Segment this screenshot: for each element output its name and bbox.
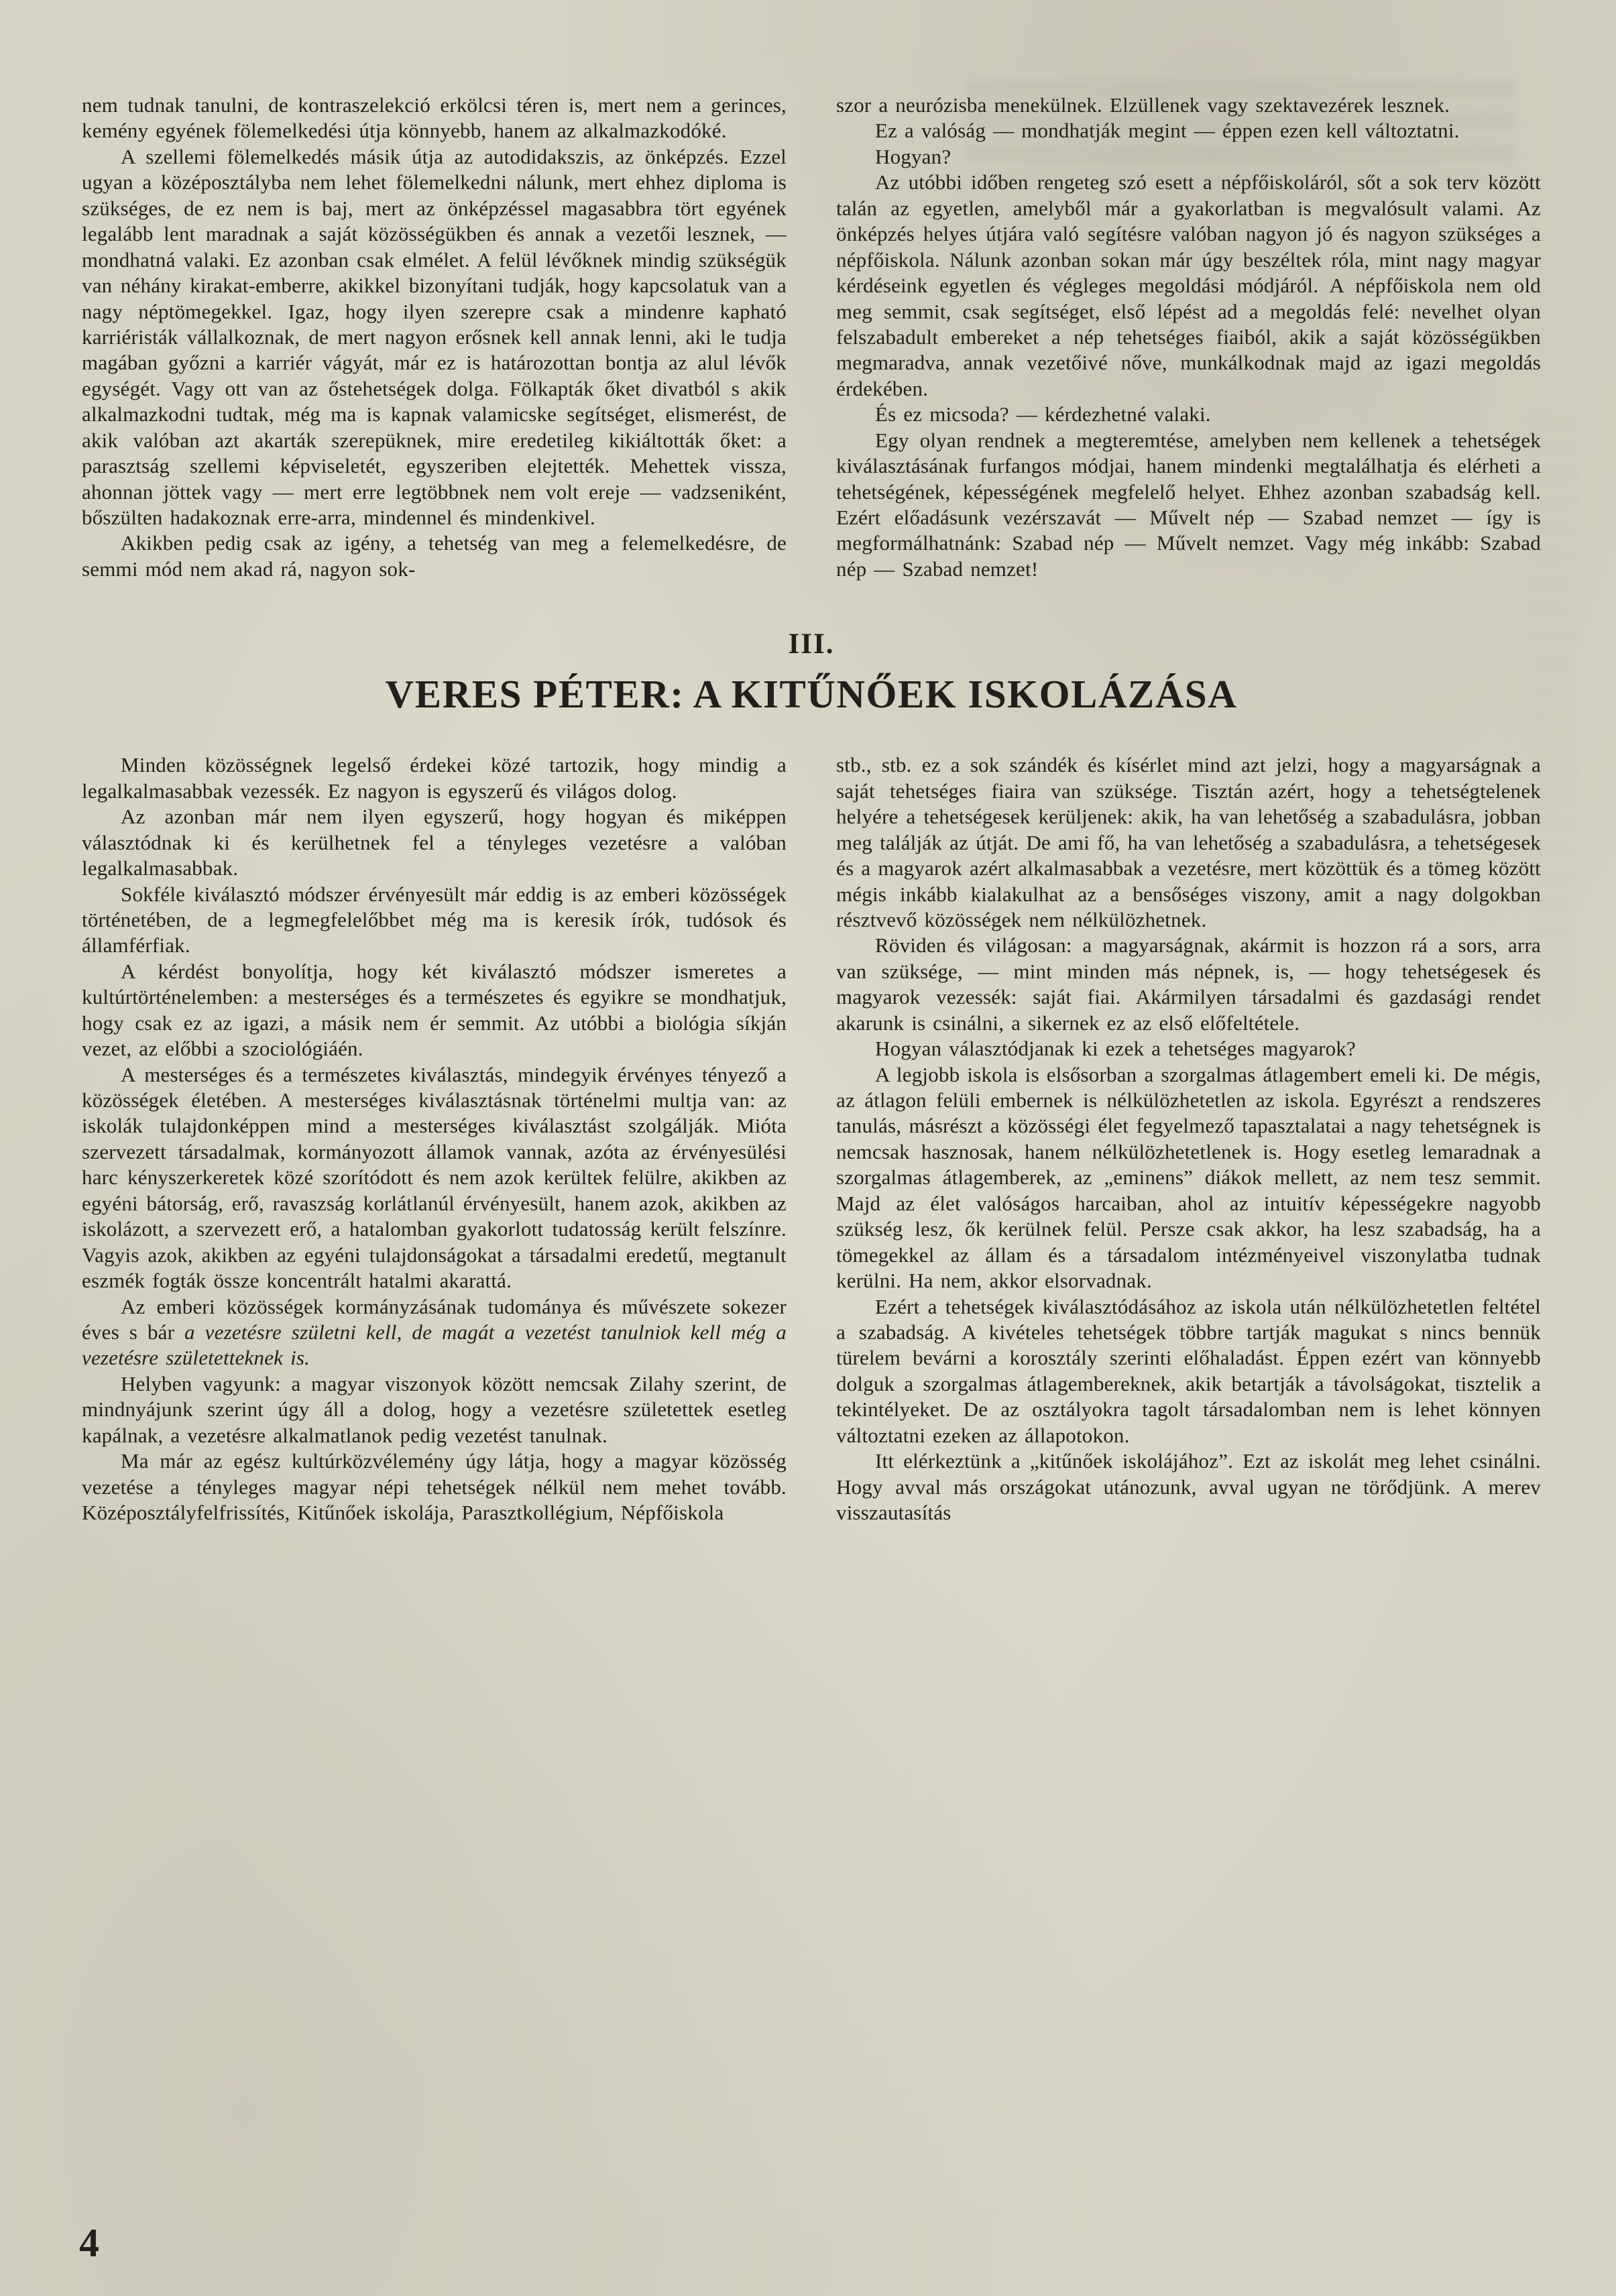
- paragraph: Akikben pedig csak az igény, a tehetség van meg a felemelkedésre, de semmi mód nem akad rá, nagyon sok-: [82, 531, 787, 581]
- paragraph: Ezért a tehetségek kiválasztódásához az iskola után nélkülözhetetlen feltétel a szabadság. A kivételes tehetségek többre tartják magukat s nincs bennük türelem bevárni a korosztály szerinti előhaladást. Éppen ezért van könnyebb dolguk a szorgalmas átlagembereknek, akik betartják a távolságokat, tisztelik a tekintélyeket. De az osztályokra tagolt társadalomban nem is lehet könnyen változtatni ezeken az állapotokon.: [836, 1294, 1541, 1447]
- paragraph: Ma már az egész kultúrközvélemény úgy látja, hogy a magyar közösség vezetése a tényleges magyar népi tehetségek nélkül nem mehet tovább. Középosztályfelfrissítés, Kitűnőek iskolája, Parasztkollégium, Népfőiskola: [82, 1449, 787, 1524]
- top-article-columns: [82, 93, 1541, 582]
- paragraph: Hogyan?: [875, 144, 951, 168]
- bottom-left-column: [82, 752, 787, 1526]
- paragraph: nem tudnak tanulni, de kontraszelekció erkölcsi téren is, mert nem a gerinces, kemény egyének fölemelkedési útja könnyebb, hanem az alkalmazkodóké.: [82, 93, 787, 143]
- paragraph: Az utóbbi időben rengeteg szó esett a népfőiskoláról, sőt a sok terv között talán az egyetlen, amelyből már a gyakorlatban is megvalósult valami. Az önképzés helyes útjára való segítésre valóban nagyon jó és nagyon szükséges a népfőiskola. Nálunk azonban sokan már úgy beszéltek róla, mint nagy magyar kérdéseink egyetlen és végleges megoldási módjáról. A népfőiskola nem old meg semmit, csak segítséget, első lépést ad a megoldás felé: nevelhet olyan felszabadult embereket a nép tehetséges fiaiból, akik a saját közösségükben megmaradva, annak vezetőivé nőve, munkálkodnak majd az igazi megoldás érdekében.: [836, 170, 1541, 400]
- paragraph: Az azonban már nem ilyen egyszerű, hogy hogyan és miképpen választódnak ki és kerülhetnek fel a tényleges vezetésre a valóban legalkalmasabbak.: [82, 805, 787, 880]
- bottom-right-column: [836, 752, 1541, 1526]
- paragraph: A legjobb iskola is elsősorban a szorgalmas átlagembert emeli ki. De mégis, az átlagon felüli embernek is nélkülözhetetlen az iskola. Egyrészt a rendszeres tanulás, másrészt a közösségi élet fegyelmező tapasztalatai a nagy tehetségnek is nemcsak hasznosak, hanem nélkülözhetetlenek is. Hogy esetleg lemaradnak a szorgalmas átlagemberek, az „eminens” diákok mellett, az nem tesz semmit. Majd az élet valóságos harcaiban, ahol az intuitív képességekre nagyobb szükség lesz, ők kerülnek felül. Persze csak akkor, ha lesz szabadság, ha a tömegekkel az állam és a társadalom intézményeivel viszonylatba tudnak kerülni. Ha nem, akkor elsorvadnak.: [836, 1062, 1541, 1293]
- paragraph: Egy olyan rendnek a megteremtése, amelyben nem kellenek a tehetségek kiválasztásának furfangos módjai, hanem mindenki megtalálhatja és elérheti a tehetségének, képességének megfelelő helyet. Ehhez azonban szabadság kell. Ezért előadásunk vezérszavát — Művelt nép — Szabad nemzet — így is megformálhatnánk: Szabad nép — Művelt nemzet. Vagy még inkább: Szabad nép — Szabad nemzet!: [836, 428, 1541, 581]
- paragraph: szor a neurózisba menekülnek. Elzüllenek vagy szektavezérek lesznek.: [836, 93, 1450, 117]
- section-heading: [82, 628, 1541, 718]
- paragraph: A mesterséges és a természetes kiválasztás, mindegyik érvényes tényező a közösségek életében. A mesterséges kiválasztásnak történelmi multja van: az iskolák tulajdonképpen mind a mesterséges kiválasztást szolgálják. Mióta szervezett társadalmak, kormányozott államok vannak, azóta az érvényesülési harc kényszerkeretek közé szorítódott és nem azok kerültek felülre, akikben az egyéni bátorság, erő, ravaszság korlátlanúl érvényesült, hanem azok, akikben az iskolázott, a szervezett erő, a hatalomban gyakorlott tudatosság került felszínre. Vagyis azok, akikben az egyéni tulajdonságokat a társadalmi eredetű, megtanult eszmék fogták össze koncentrált hatalmi akarattá.: [82, 1062, 787, 1293]
- paragraph: És ez micsoda? — kérdezhetné valaki.: [875, 402, 1211, 426]
- paragraph: A kérdést bonyolítja, hogy két kiválasztó módszer ismeretes a kultúrtörténelemben: a mesterséges és a természetes és egyikre se mondhatjuk, hogy csak ez az igazi, a másik nem ér semmit. Az utóbbi a biológia síkján vezet, az előbbi a szociológiáén.: [82, 959, 787, 1061]
- article-title: VERES PÉTER: A KITŰNŐEK ISKOLÁZÁSA: [385, 672, 1238, 717]
- page-number: 4: [79, 2221, 99, 2265]
- paragraph: A szellemi fölemelkedés másik útja az autodidakszis, az önképzés. Ezzel ugyan a középosztályba nem lehet fölemelkedni nálunk, mert ehhez diploma is szükséges, de ez nem is baj, mert az önképzéssel magasabbra tört egyének legalább lent maradnak a saját közösségükben és annak a vezetői lesznek, — mondhatná valaki. Ez azonban csak elmélet. A felül lévőknek mindig szükségük van néhány kirakat-emberre, akikkel bizonyítani tudják, hogy kapcsolatuk van a nagy néptömegekkel. Igaz, hogy ilyen szerepre csak a mindenre kapható karriéristák vállalkoznak, de mert nagyon erősnek kell annak lenni, aki le tudja magában győzni a karriér vágyát, már ez is határozottan bontja az alul lévők egységét. Vagy ott van az őstehetségek dolga. Fölkapták őket divatból s akik alkalmazkodni tudtak, még ma is kapnak valamicske segítséget, elismerést, de akik valóban azt akarták szerepüknek, mire eredetileg kikiáltották őket: a parasztság szellemi képviseletét, egyszeriben elejtették. Mehettek vissza, ahonnan jöttek vagy — mert erre legtöbbnek nem volt ereje — vadzseniként, bőszülten hadakoznak erre-arra, mindennel és mindenkivel.: [82, 144, 787, 529]
- top-left-column: [82, 93, 787, 582]
- top-right-column: [836, 93, 1541, 582]
- bottom-article-columns: [82, 752, 1541, 1526]
- paragraph: Az emberi közösségek kormányzásának tudománya és művészete sokezer éves s bár a vezetésre születni kell, de magát a vezetést tanulniok kell még a vezetésre születetteknek is.: [82, 1294, 787, 1370]
- paragraph: Ez a valóság — mondhatják megint — éppen ezen kell változtatni.: [875, 119, 1460, 143]
- section-numeral: III.: [788, 628, 835, 661]
- paragraph: Helyben vagyunk: a magyar viszonyok között nemcsak Zilahy szerint, de mindnyájunk szerint úgy áll a dolog, hogy a vezetésre születettek esetleg kapálnak, a vezetésre alkalmatlanok pedig vezetést tanulnak.: [82, 1371, 787, 1447]
- paragraph: Röviden és világosan: a magyarságnak, akármit is hozzon rá a sors, arra van szüksége, — mint minden más népnek, is, — hogy tehetségesek és magyarok vezessék: saját fiai. Akármilyen társadalmi és gazdasági rendet akarunk is csinálni, a sikernek ez az első előfeltétele.: [836, 933, 1541, 1035]
- paragraph: Sokféle kiválasztó módszer érvényesült már eddig is az emberi közösségek történetében, de a legmegfelelőbbet még ma is keresik írók, tudósok és államférfiak.: [82, 882, 787, 958]
- paragraph: Minden közösségnek legelső érdekei közé tartozik, hogy mindig a legalkalmasabbak vezessék. Ez nagyon is egyszerű és világos dolog.: [82, 753, 787, 803]
- paragraph: Hogyan választódjanak ki ezek a tehetséges magyarok?: [875, 1037, 1356, 1061]
- paragraph: Itt elérkeztünk a „kitűnőek iskolájához”. Ezt az iskolát meg lehet csinálni. Hogy avval más országokat utánozunk, avval ugyan ne törődjünk. A merev visszautasítás: [836, 1449, 1541, 1524]
- paragraph: stb., stb. ez a sok szándék és kísérlet mind azt jelzi, hogy a magyarságnak a saját tehetséges fiaira van szüksége. Tisztán azért, hogy a tehetségtelenek helyére a tehetségesek kerüljenek: akik, ha van lehetőség a szabadulásra, jobban meg találják az útját. De ami fő, ha van lehetőség a szabadulásra, a tehetségesek és a magyarok azért alkalmasabbak a vezetésre, mert közöttük és a tömeg között mégis inkább kialakulhat az a bensőséges viszony, amit a nagy dolgokban résztvevő közösségek nem nélkülözhetnek.: [836, 753, 1541, 931]
